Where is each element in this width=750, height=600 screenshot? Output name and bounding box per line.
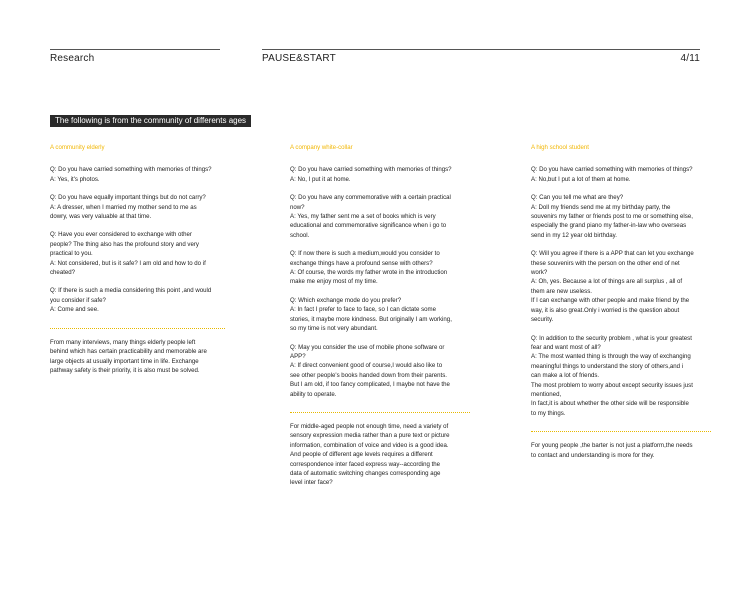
qa-block [290, 193, 470, 240]
qa-line: Q: Do you have carried something with memories of things? [531, 166, 693, 174]
qa-line: fear and want most of all? [531, 343, 601, 351]
qa-block [290, 343, 470, 399]
column-title: A company white-collar [290, 144, 353, 151]
qa-line: especially the grand piano my father-in-law who overseas [531, 222, 687, 230]
page-number: 4/11 [680, 53, 700, 64]
qa-line: so my time is not very abundant. [290, 325, 378, 333]
column-summary [531, 441, 711, 460]
qa-line: A: Not considered, but is it safe? I am old and how to do if [50, 259, 206, 267]
summary-line: correspondence inter faced express way--according the [290, 460, 441, 468]
qa-block [290, 165, 470, 184]
qa-block [290, 249, 470, 287]
qa-line: Q: Do you have carried something with memories of things? [290, 166, 452, 174]
project-title: PAUSE&START [262, 53, 336, 64]
summary-line: level inter face? [290, 479, 333, 487]
qa-line: exchange things have a profound sense with others? [290, 259, 433, 267]
qa-line: A: Oh, yes. Because a lot of things are all surplus , all of [531, 278, 683, 286]
qa-line: cheated? [50, 269, 76, 277]
header-rule-right [262, 49, 700, 50]
column-elderly [50, 143, 225, 375]
summary-line: For young people ,the barter is not just a platform,the needs [531, 442, 693, 450]
qa-line: stories, it maybe more kindness. But originally I am working, [290, 315, 452, 323]
dotted-divider [531, 431, 711, 432]
dotted-divider [290, 412, 470, 413]
qa-line: A: Of course, the words my father wrote in the introduction [290, 269, 448, 277]
qa-line: work? [531, 269, 548, 277]
dotted-divider [50, 328, 225, 329]
qa-line: A: No,but I put a lot of them at home. [531, 175, 631, 183]
qa-line: A: Come and see. [50, 306, 99, 314]
qa-line: security. [531, 316, 554, 324]
qa-block [531, 249, 711, 324]
qa-line: mentioned, [531, 390, 562, 398]
qa-block [531, 165, 711, 184]
column-student [531, 143, 711, 460]
qa-line: practical to you. [50, 250, 93, 258]
qa-line: Q: If there is such a media considering this point ,and would [50, 287, 212, 295]
summary-line: information, combination of voice and video is a good idea. [290, 441, 449, 449]
qa-line: see other people's books handed down from their parents. [290, 371, 447, 379]
summary-line: And people of different age levels requires a different [290, 451, 433, 459]
column-title: A high school student [531, 144, 589, 151]
qa-line: A: Yes, it's photos. [50, 175, 100, 183]
qa-line: educational and commemorative significance when i go to [290, 222, 447, 230]
qa-line: Q: Have you ever considered to exchange with other [50, 231, 192, 239]
summary-line: For middle-aged people not enough time, need a variety of [290, 422, 449, 430]
qa-line: dowry, was very valuable at that time. [50, 213, 152, 221]
qa-line: meaningful things to understand the story of others,and i [531, 362, 684, 370]
qa-line: can make a lot of friends. [531, 372, 600, 380]
qa-block [50, 193, 225, 221]
qa-line: A: If direct convenient good of course,I would also like to [290, 362, 443, 370]
qa-line: to my things. [531, 409, 566, 417]
qa-line: you consider if safe? [50, 296, 106, 304]
qa-line: Q: Can you tell me what are they? [531, 194, 624, 202]
qa-line: A: A dresser, when I married my mother send to me as [50, 203, 197, 211]
qa-line: people? The thing also has the profound story and very [50, 240, 199, 248]
column-white-collar [290, 143, 470, 488]
qa-line: A: In fact I prefer to face to face, so I can dictate some [290, 306, 436, 314]
qa-line: these souvenirs with the person on the other end of net [531, 259, 680, 267]
qa-block [290, 296, 470, 334]
qa-line: souvenirs my father or friends post to me or something else, [531, 213, 693, 221]
qa-line: The most problem to worry about except security issues just [531, 381, 693, 389]
qa-block [531, 334, 711, 419]
column-title: A community elderly [50, 144, 105, 151]
qa-line: If I can exchange with other people and make friend by the [531, 297, 690, 305]
summary-line: data of automatic switching changes corresponding age [290, 469, 441, 477]
qa-block [50, 286, 225, 314]
qa-line: now? [290, 203, 305, 211]
summary-line: to contact and understanding is more for they. [531, 451, 655, 459]
summary-line: From many interviews, many things elderly people left [50, 338, 196, 346]
qa-line: Q: Will you agree if there is a APP that can let you exchange [531, 250, 694, 258]
qa-line: Q: In addition to the security problem , what is your greatest [531, 334, 692, 342]
qa-line: Q: Do you have equally important things but do not carry? [50, 194, 206, 202]
qa-line: A: Yes, my father sent me a set of books which is very [290, 213, 436, 221]
qa-line: Q: Do you have carried something with memories of things? [50, 166, 212, 174]
qa-block [531, 193, 711, 240]
qa-line: A: The most wanted thing is through the way of exchanging [531, 353, 691, 361]
qa-block [50, 230, 225, 277]
qa-line: APP? [290, 352, 306, 360]
qa-line: A: Doll my friends send me at my birthday party, the [531, 203, 671, 211]
column-summary [50, 338, 225, 376]
qa-line: In fact,it is about whether the other side will be responsible [531, 400, 689, 408]
summary-line: behind which has certain practicability and memorable are [50, 348, 207, 356]
qa-line: Q: May you consider the use of mobile phone software or [290, 343, 445, 351]
qa-line: But I am old, if too fancy complicated, I maybe not have the [290, 381, 450, 389]
header-rule-left [50, 49, 220, 50]
section-title: Research [50, 53, 95, 64]
qa-line: send in my 12 year old birthday. [531, 231, 617, 239]
qa-line: Q: If now there is such a medium,would you consider to [290, 250, 440, 258]
summary-line: sensory expression media rather than a pure text or picture [290, 432, 450, 440]
qa-line: them are new useless. [531, 287, 592, 295]
qa-line: ability to operate. [290, 390, 337, 398]
qa-block [50, 165, 225, 184]
summary-line: pathway safety is their priority, it is also must be solved. [50, 366, 200, 374]
qa-line: school. [290, 231, 310, 239]
qa-line: Q: Which exchange mode do you prefer? [290, 296, 402, 304]
qa-line: Q: Do you have any commemorative with a certain practical [290, 194, 451, 202]
qa-line: make me enjoy most of my time. [290, 278, 378, 286]
column-summary [290, 422, 470, 488]
qa-line: A: No, I put it at home. [290, 175, 351, 183]
qa-line: way, it is also great.Only i worried is the question about [531, 306, 680, 314]
summary-line: large objects at usually important time in life. Exchange [50, 357, 199, 365]
intro-banner: The following is from the community of differents ages [50, 115, 251, 127]
